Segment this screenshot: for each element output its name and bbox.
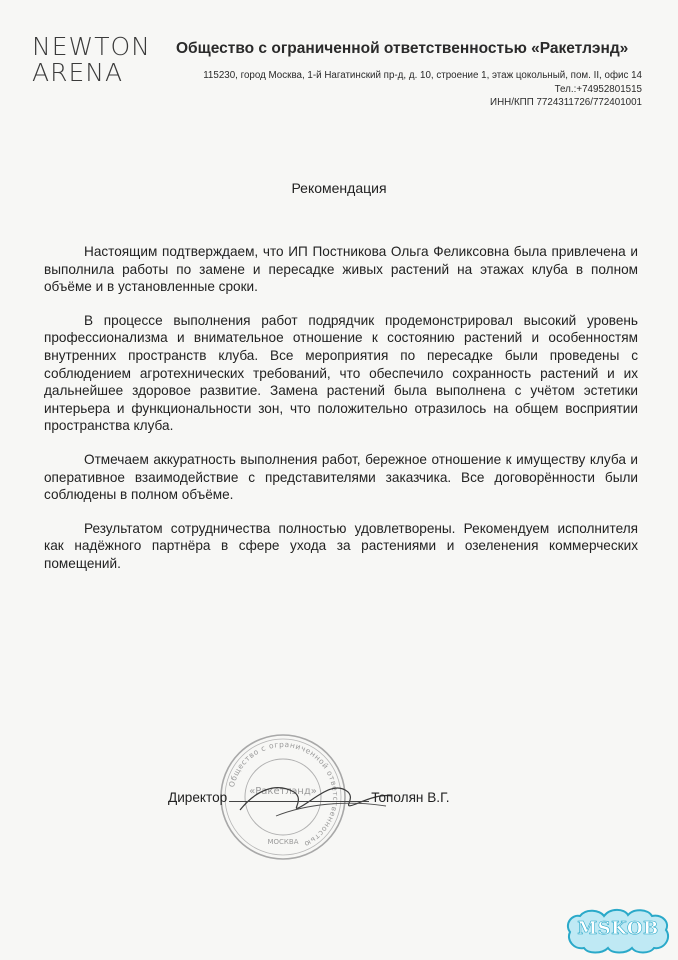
company-phone: Тел.:+74952801515 [554, 83, 642, 95]
logo-line-2: ARENA [32, 58, 124, 87]
stamp-center-text: «Ракетлэнд» [249, 786, 317, 797]
stamp-ring-text: Общество с ограниченной ответственностью [226, 739, 341, 849]
paragraph: Настоящим подтверждаем, что ИП Постникова Ольга Феликсовна была привлечена и выполнила работы по замене и пересадке живых растений на этажах клуба в полном объёме и в установленные сроки. [44, 244, 638, 295]
stamp-bottom-text: МОСКВА [267, 838, 299, 846]
signatory-position: Директор [168, 790, 228, 805]
company-address: 115230, город Москва, 1-й Нагатинский пр-д, д. 10, строение 1, этаж цокольный, пом. II, офис 14 [203, 70, 642, 81]
signature-underline [229, 801, 369, 802]
company-inn: ИНН/КПП 7724311726/772401001 [490, 97, 642, 108]
logo-line-1: NEWTON [32, 32, 151, 61]
document-title: Рекомендация [291, 180, 387, 196]
company-requisites [203, 69, 642, 110]
paragraph: Отмечаем аккуратность выполнения работ, бережное отношение к имуществу клуба и оперативное взаимодействие с представителями заказчика. Все договорённости были соблюдены в полном объёме. [44, 451, 638, 503]
paragraph: Результатом сотрудничества полностью удовлетворены. Рекомендуем исполнителя как надёжного партнёра в сфере ухода за растениями и озеленения коммерческих помещений. [44, 520, 638, 571]
company-name: Общество с ограниченной ответственностью «Ракетлэнд» [176, 40, 629, 57]
signatory-name: Тополян В.Г. [371, 790, 450, 805]
paragraph: В процессе выполнения работ подрядчик продемонстрировал высокий уровень профессионализма и внимательное отношение к состоянию растений и особенностям внутренних пространств клуба. Все мероприятия по пересадке были проведены с соблюдением агротехнических требований, что обеспечило сохранность растений и их дальнейшее здоровое развитие. Замена растений была выполнена с учётом эстетики интерьера и функциональности зон, что положительно отразилось на общем восприятии пространства клуба. [44, 312, 638, 434]
watermark-text: MSKOB [577, 918, 659, 939]
document-body [44, 243, 638, 589]
company-logo [32, 34, 151, 86]
signature-line [168, 790, 450, 805]
